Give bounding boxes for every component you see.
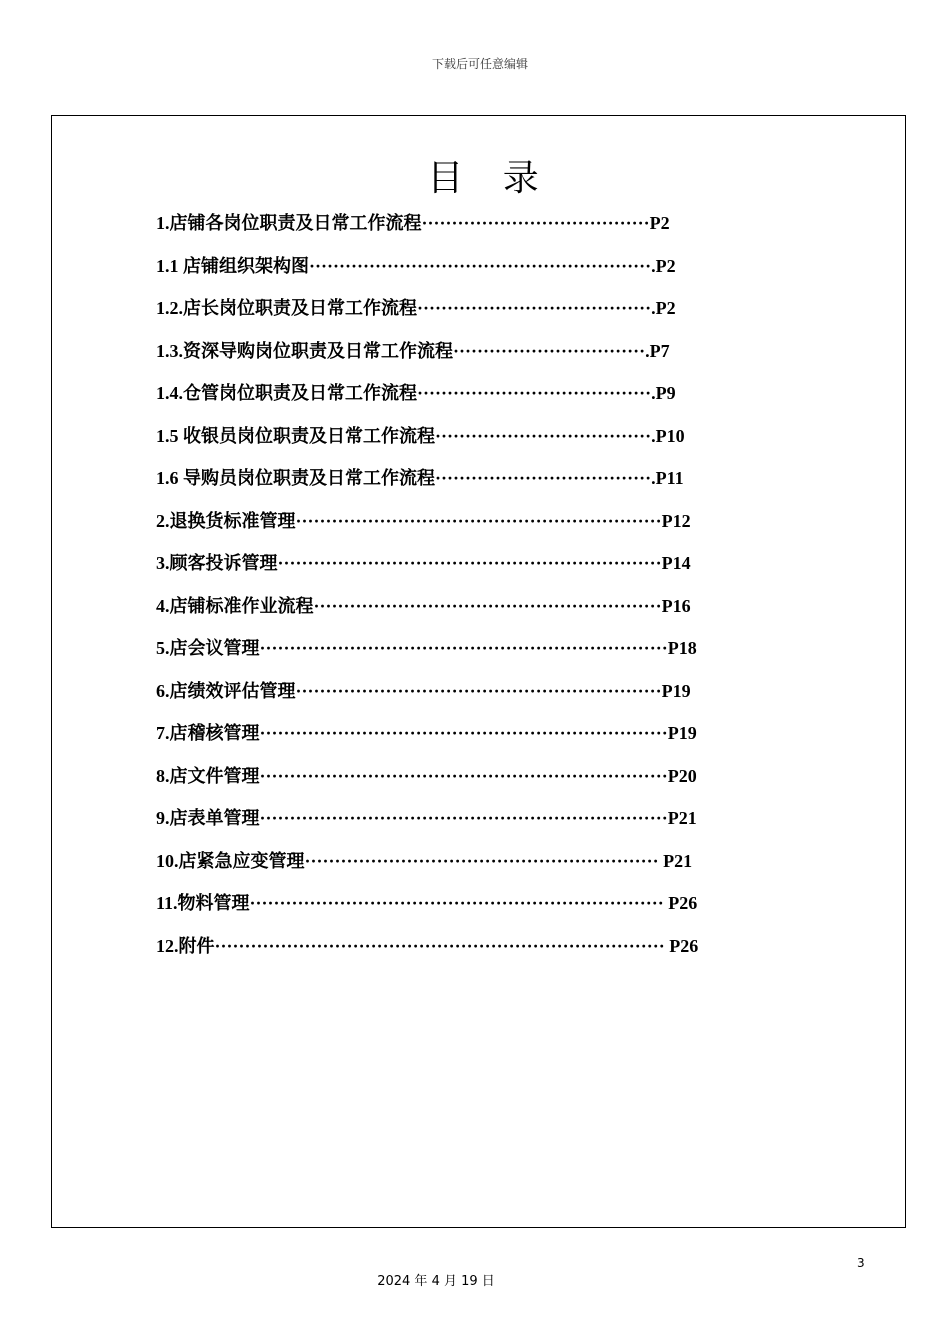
toc-entry[interactable]: 1.5 收银员岗位职责及日常工作流程····································.P10 [156,425,685,446]
toc-entry[interactable]: 1.店铺各岗位职责及日常工作流程······································P2 [156,213,670,233]
toc-entry[interactable]: 11.物料管理····································································· P26 [156,893,698,913]
toc-entry[interactable]: 10.店紧急应变管理··························································· P21 [156,850,693,871]
toc-entry[interactable]: 8.店文件管理····································································P20 [156,765,697,786]
toc-entry[interactable]: 5.店会议管理····································································P18 [156,638,697,658]
toc-entry[interactable]: 9.店表单管理····································································P21 [156,808,697,828]
toc-entry[interactable]: 1.3.资深导购岗位职责及日常工作流程································.P7 [156,340,670,361]
toc-entry[interactable]: 1.4.仓管岗位职责及日常工作流程·······································.P9 [156,383,676,403]
toc-entry[interactable]: 12.附件··········································································· P26 [156,935,699,956]
header-note: 下载后可任意编辑 [431,57,528,71]
toc-entry[interactable]: 4.店铺标准作业流程··························································P16 [156,595,691,616]
footer-date: 2024 年 4 月 19 日 [377,1274,495,1289]
toc-entry[interactable]: 7.店稽核管理····································································P19 [156,723,697,743]
toc-list [156,210,698,975]
page-number: 3 [857,1256,865,1270]
toc-entry[interactable]: 1.1 店铺组织架构图·························································.P2 [156,255,676,276]
toc-title: 目 录 [427,158,553,199]
toc-entry[interactable]: 2.退换货标准管理·····························································P12 [156,510,691,531]
toc-entry[interactable]: 1.2.店长岗位职责及日常工作流程·······································.P2 [156,298,676,318]
toc-entry[interactable]: 1.6 导购员岗位职责及日常工作流程····································.P11 [156,468,684,488]
toc-entry[interactable]: 6.店绩效评估管理·····························································P19 [156,680,691,701]
toc-entry[interactable]: 3.顾客投诉管理································································P14 [156,553,691,573]
